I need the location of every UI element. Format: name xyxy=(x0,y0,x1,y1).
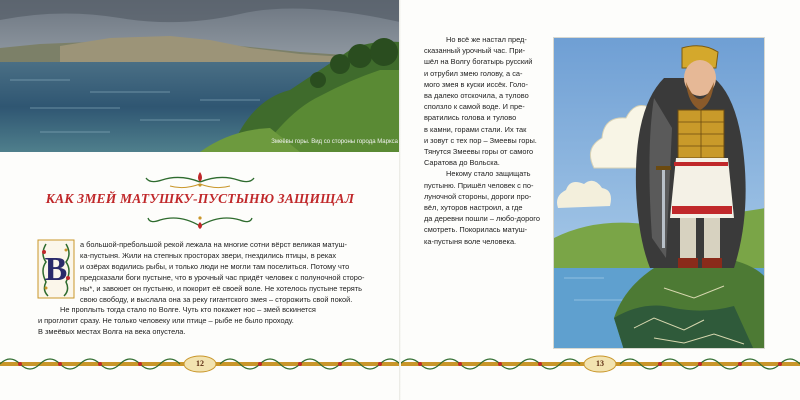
text-line: сползло к самой воде. И пре- xyxy=(424,102,525,112)
photo-caption: Змеёвы горы. Вид со стороны города Маркса xyxy=(271,139,398,145)
dropcap-illuminated-letter xyxy=(36,238,76,300)
text-line: предсказали боги пустыне, что в урочный час придёт человек с полуночной сторо- xyxy=(80,272,365,282)
text-line: ка-пустыня воле человека. xyxy=(424,236,517,246)
text-line: в камни, горами стали. Их так xyxy=(424,124,527,134)
bogatyr-illustration xyxy=(553,37,765,349)
text-line: Не проплыть тогда стало по Волге. Чуть кто покажет нос – змей вскинется xyxy=(60,305,316,315)
text-line: вратились голова и тулово xyxy=(424,113,517,123)
bottom-ornament-icon xyxy=(140,212,260,230)
text-line: ны*, и завоюет он пустыню, и покорит её своей воле. Не хотелось пустыне терять xyxy=(80,283,363,293)
chapter-title: КАК ЗМЕЙ МАТУШКУ-ПУСТЫНЮ ЗАЩИЩАЛ xyxy=(45,191,355,206)
top-ornament-icon xyxy=(140,170,260,192)
text-line: смотреть. Покорилась матуш- xyxy=(424,225,528,235)
text-line: ка-пустыня. Жили на степных просторах звери, гнездились птицы, в реках xyxy=(80,250,337,260)
page-gutter xyxy=(399,0,401,400)
text-line: и зовут с тех пор – Змеевы горы. xyxy=(424,135,537,145)
text-line: пустыню. Пришёл человек с по- xyxy=(424,180,534,190)
text-line: мого змея в куски иссёк. Голо- xyxy=(424,79,528,89)
text-line: свою свободу, и выслала она за реку гигантского змея – сторожить свой покой. xyxy=(80,294,353,304)
paragraph-3 xyxy=(424,34,550,168)
page-number-left: 12 xyxy=(196,359,204,368)
paragraph-4 xyxy=(424,168,550,246)
paragraph-2 xyxy=(38,305,380,338)
right-page-text xyxy=(424,34,550,247)
text-line: вёл, хуторов настроил, а где xyxy=(424,203,523,213)
text-line: Тянутся Змеевы горы от самого xyxy=(424,147,534,157)
text-line: шёл на Волгу богатырь русский xyxy=(424,57,533,67)
text-line: и озёрах водились рыбы, и только люди не могли там поселиться. Потому что xyxy=(80,261,350,271)
text-line: В змеёвых местах Волга на века опустела. xyxy=(38,327,186,337)
text-line: да деревни пошли – любо-дорого xyxy=(424,214,540,224)
page-number-right: 13 xyxy=(596,359,604,368)
paragraph-1 xyxy=(80,240,380,305)
text-line: луночной стороны, дороги про- xyxy=(424,191,532,201)
text-line: ва далеко отскочила, а тулово xyxy=(424,91,529,101)
text-line: Но всё же настал пред- xyxy=(446,35,527,44)
text-line: и отрубил змею голову, а са- xyxy=(424,68,523,78)
left-page-text xyxy=(38,240,380,338)
text-line: и проглотит сразу. Не только человеку или птице – рыбе не было проходу. xyxy=(38,316,294,326)
dropcap-letter: В xyxy=(44,251,68,288)
text-line: а большой-пребольшой рекой лежала на многие сотни вёрст великая матуш- xyxy=(80,240,347,249)
text-line: Саратова до Вольска. xyxy=(424,158,500,168)
volga-landscape-photo xyxy=(0,0,400,152)
text-line: сказанный урочный час. При- xyxy=(424,46,526,56)
text-line: Некому стало защищать xyxy=(446,169,531,179)
